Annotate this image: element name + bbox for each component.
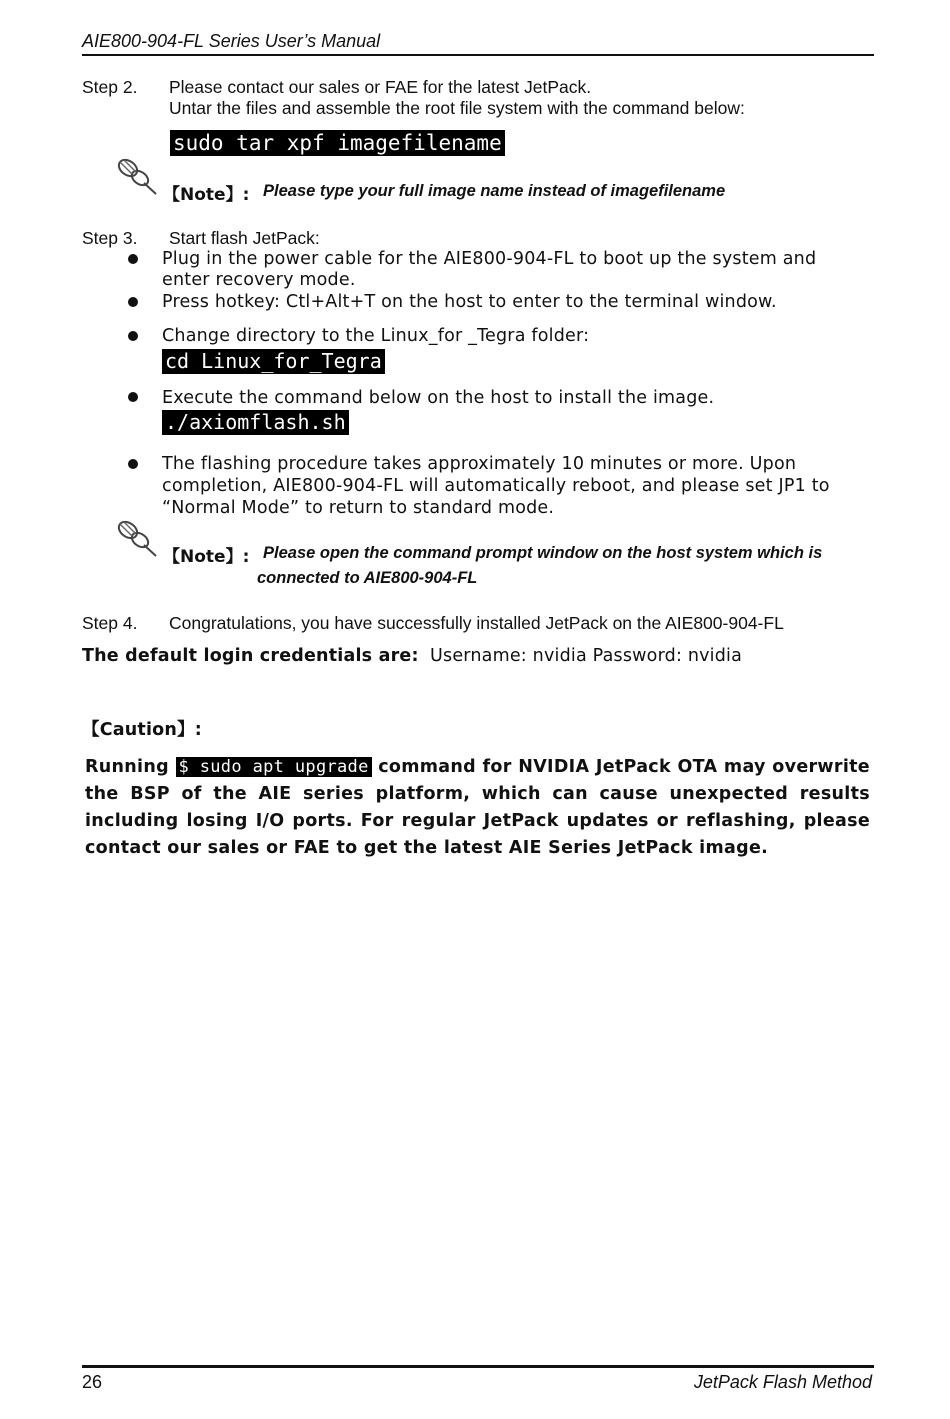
caution-command: $ sudo apt upgrade	[176, 757, 372, 777]
step2-note-text: Please type your full image name instead of imagefilename	[263, 182, 726, 200]
bullet5-line1: The flashing procedure takes approximately 10 minutes or more. Upon	[162, 454, 797, 474]
footer-section: JetPack Flash Method	[693, 1372, 872, 1392]
caution-prefix: Running	[85, 757, 169, 777]
note-pin-icon	[114, 156, 160, 196]
bullet5-line3: “Normal Mode” to return to standard mode.	[162, 498, 555, 518]
step2-label: Step 2.	[82, 77, 138, 97]
bullet1-line2: enter recovery mode.	[162, 270, 356, 290]
step2-line1: Please contact our sales or FAE for the latest JetPack.	[169, 77, 592, 97]
step2-line2: Untar the files and assemble the root file system with the command below:	[169, 98, 745, 118]
bullet2-text: Press hotkey: Ctl+Alt+T on the host to enter to the terminal window.	[162, 292, 777, 312]
step3-note-label: 【Note】:	[163, 547, 250, 567]
bullet3-command: cd Linux_for_Tegra	[162, 349, 385, 374]
step2-command: sudo tar xpf imagefilename	[170, 130, 505, 156]
footer-rule	[82, 1365, 874, 1368]
bullet-dot	[128, 331, 138, 341]
caution-paragraph	[85, 754, 870, 862]
step4-label: Step 4.	[82, 613, 138, 633]
header-rule	[82, 54, 874, 56]
step3-note-line2: connected to AIE800-904-FL	[257, 569, 478, 587]
bullet-dot	[128, 254, 138, 264]
step2-note-label: 【Note】:	[163, 185, 250, 205]
bullet3-text: Change directory to the Linux_for _Tegra folder:	[162, 326, 590, 346]
bullet-dot	[128, 459, 138, 469]
bullet4-text: Execute the command below on the host to install the image.	[162, 388, 715, 408]
credentials-value: Username: nvidia Password: nvidia	[430, 646, 743, 666]
header-title: AIE800-904-FL Series User’s Manual	[82, 31, 381, 51]
step3-label: Step 3.	[82, 228, 138, 248]
bullet5-line2: completion, AIE800-904-FL will automatically reboot, and please set JP1 to	[162, 476, 830, 496]
note-pin-icon	[114, 518, 160, 558]
caution-text: command for NVIDIA JetPack OTA may overwrite the BSP of the AIE series platform, which can cause unexpected results including losing I/O ports. For regular JetPack updates or reflashing, please contact our sales or FAE to get the latest AIE Series JetPack image.	[85, 757, 870, 858]
bullet1-line1: Plug in the power cable for the AIE800-904-FL to boot up the system and	[162, 249, 817, 269]
credentials-label: The default login credentials are:	[82, 646, 419, 666]
bullet4-command: ./axiomflash.sh	[162, 410, 349, 435]
page-number: 26	[82, 1372, 103, 1392]
step3-title: Start flash JetPack:	[169, 228, 320, 248]
bullet-dot	[128, 392, 138, 402]
step4-text: Congratulations, you have successfully installed JetPack on the AIE800-904-FL	[169, 613, 784, 633]
bullet-dot	[128, 297, 138, 307]
step3-note-line1: Please open the command prompt window on the host system which is	[263, 544, 823, 562]
caution-label: 【Caution】:	[82, 720, 202, 740]
